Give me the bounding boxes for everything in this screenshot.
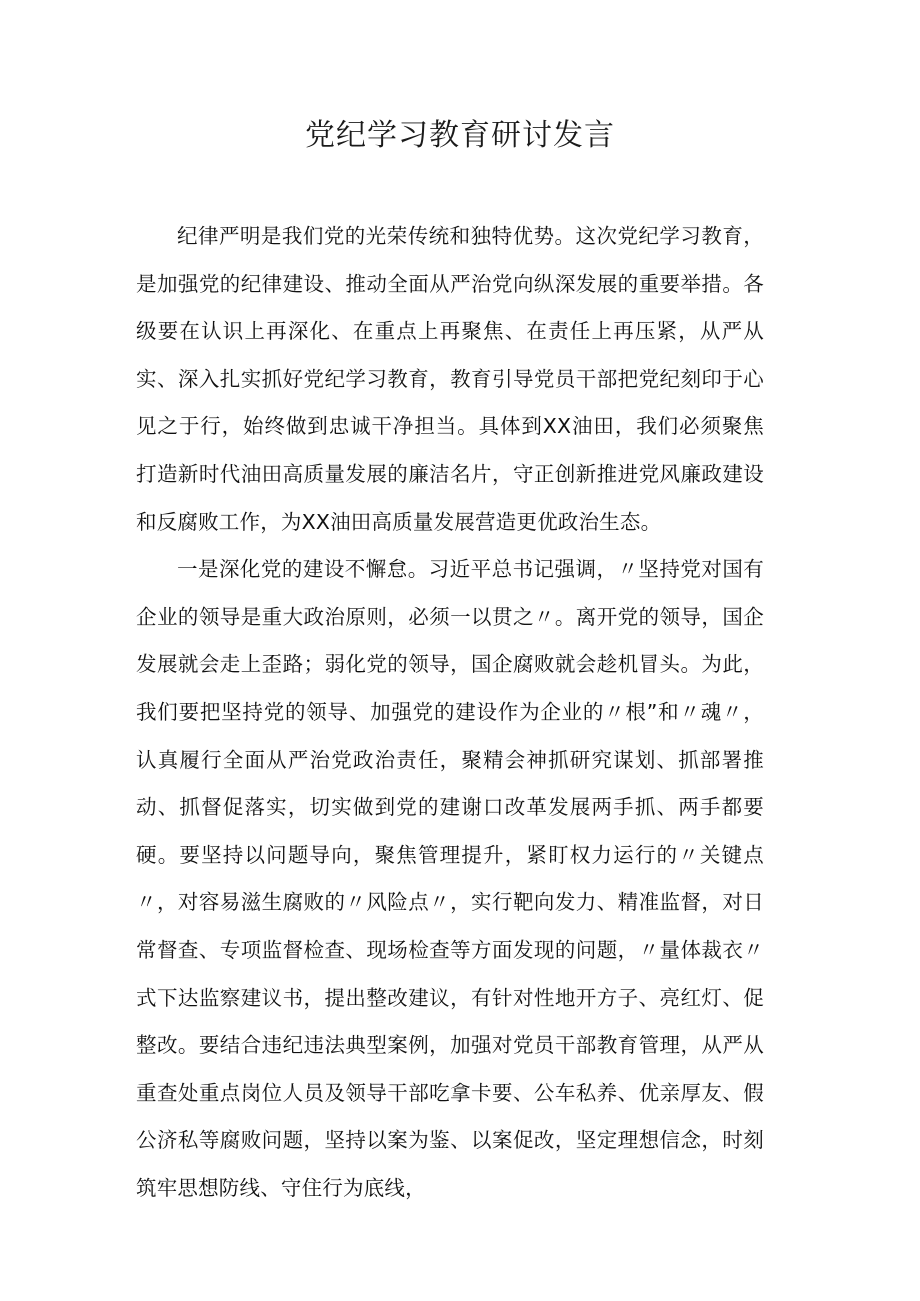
document-title: 党纪学习教育研讨发言	[305, 118, 615, 153]
paragraph-point-one: 一是深化党的建设不懈怠。习近平总书记强调，〃坚持党对国有企业的领导是重大政治原则，必须一以贯之〃。离开党的领导，国企发展就会走上歪路；弱化党的领导，国企腐败就会趁机冒头。为此，我们要把坚持党的领导、加强党的建设作为企业的〃根”和〃魂〃，认真履行全面从严治党政治责任，聚精会神抓研究谋划、抓部署推动、抓督促落实，切实做到党的建谢口改革发展两手抓、两手都要硬。要坚持以问题导向，聚焦管理提升，紧盯权力运行的〃关键点〃，对容易滋生腐败的〃风险点〃，实行靶向发力、精准监督，对日常督查、专项监督检查、现场检查等方面发现的问题，〃量体裁衣〃式下达监察建议书，提出整改建议，有针对性地开方子、亮红灯、促整改。要结合违纪违法典型案例，加强对党员干部教育管理，从严从重查处重点岗位人员及领导干部吃拿卡要、公车私养、优亲厚友、假公济私等腐败问题，坚持以案为鉴、以案促改，坚定理想信念，时刻筑牢思想防线、守住行为底线，	[136, 557, 764, 1200]
document-body	[136, 213, 764, 1212]
paragraph-intro: 纪律严明是我们党的光荣传统和独特优势。这次党纪学习教育，是加强党的纪律建设、推动全面从严治党向纵深发展的重要举措。各级要在认识上再深化、在重点上再聚焦、在责任上再压紧，从严从实、深入扎实抓好党纪学习教育，教育引导党员干部把党纪刻印于心见之于行，始终做到忠诚干净担当。具体到XX油田，我们必须聚焦打造新时代油田高质量发展的廉洁名片，守正创新推进党风廉政建设和反腐败工作，为XX油田高质量发展营造更优政治生态。	[136, 224, 764, 534]
